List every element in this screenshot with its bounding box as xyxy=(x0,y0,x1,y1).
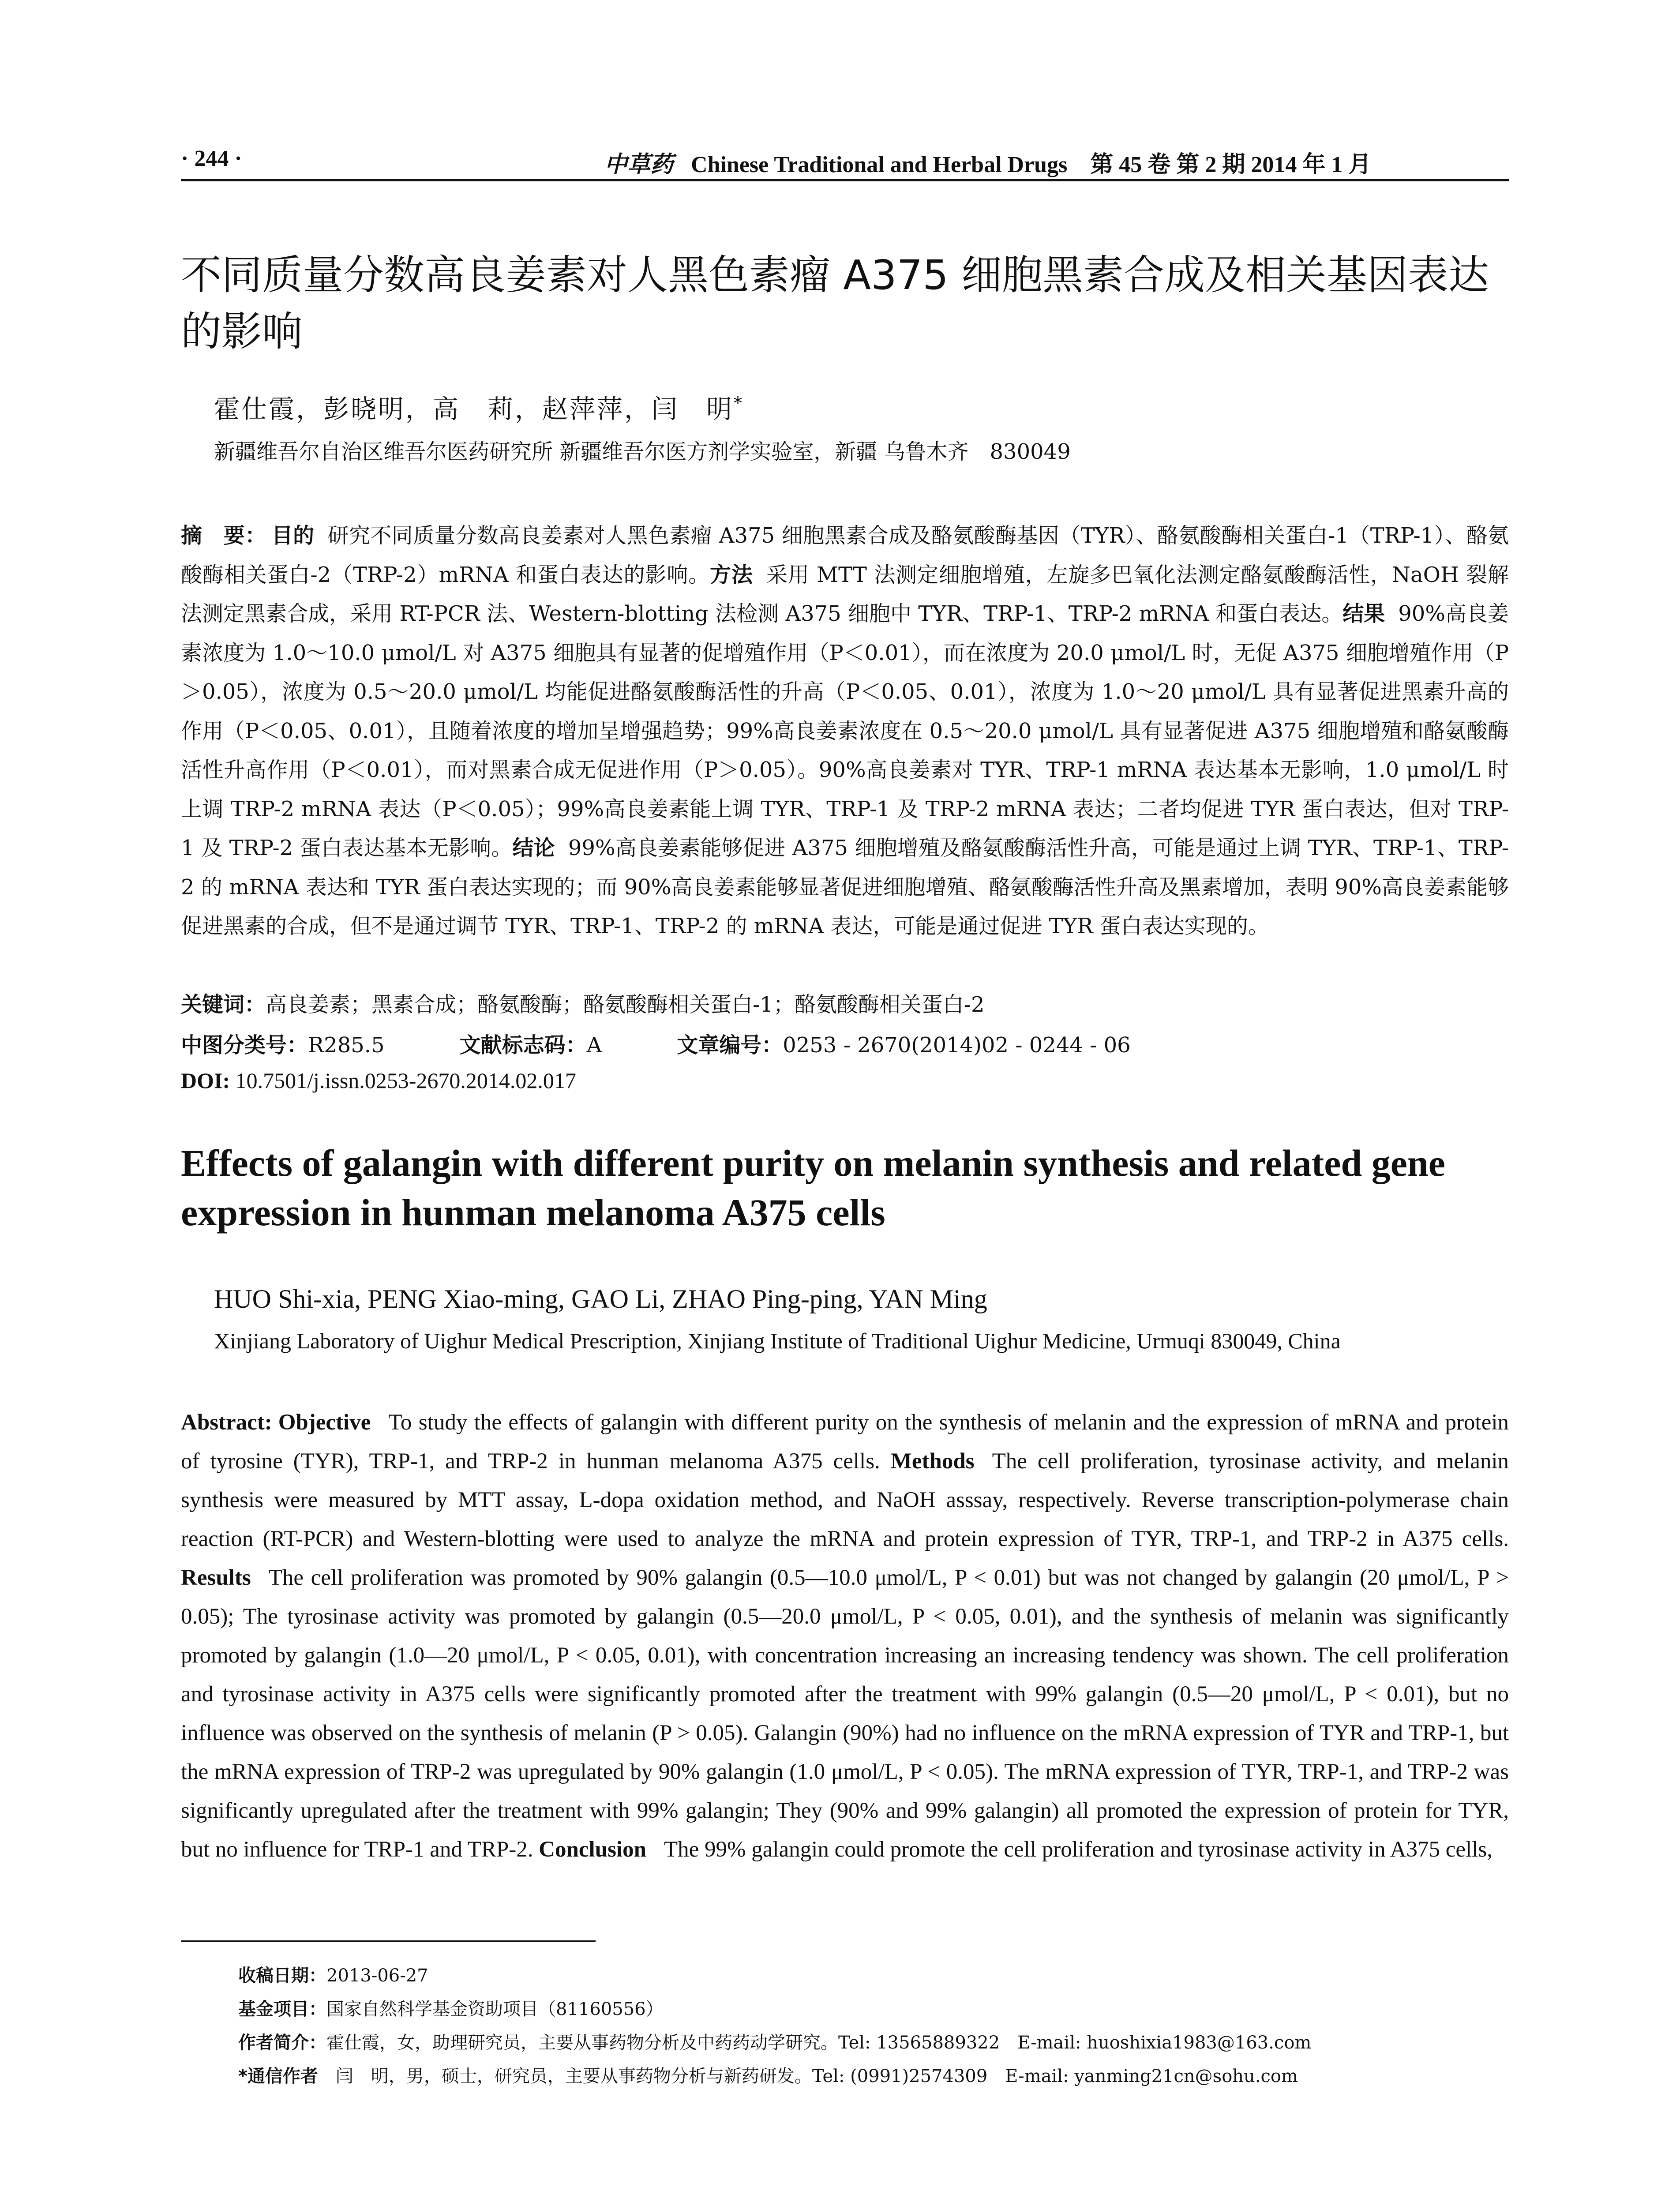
zh-results-label: 结果 xyxy=(1342,601,1385,626)
doi-value: 10.7501/j.issn.0253-2670.2014.02.017 xyxy=(235,1068,576,1093)
en-conclusion-text: The 99% galangin could promote the cell proliferation and tyrosinase activity in A375 cells, xyxy=(664,1837,1492,1862)
zh-conclusion-label: 结论 xyxy=(512,836,555,860)
zh-objective-label: 目的 xyxy=(271,523,315,548)
en-abstract xyxy=(181,1403,1509,1869)
zh-author-list: 霍仕霞，彭晓明，高 莉，赵萍萍，闫 明 xyxy=(214,394,734,424)
author-bio-value: 霍仕霞，女，助理研究员，主要从事药物分析及中药药动学研究。Tel: 13565889322 E-mail: huoshixia1983@163.com xyxy=(326,2033,1312,2053)
zh-keywords xyxy=(181,987,1509,1018)
zh-affiliation: 新疆维吾尔自治区维吾尔医药研究所 新疆维吾尔医方剂学实验室，新疆 乌鲁木齐 830049 xyxy=(214,439,1071,464)
en-methods-label: Methods xyxy=(890,1449,975,1474)
journal-line xyxy=(604,146,1371,179)
journal-en-name: Chinese Traditional and Herbal Drugs xyxy=(691,152,1068,177)
zh-abstract xyxy=(181,516,1509,946)
keywords-label: 关键词： xyxy=(181,992,266,1017)
corresponding-mark: * xyxy=(734,393,744,413)
footnote-fund xyxy=(238,1992,1518,2026)
doi-label: DOI: xyxy=(181,1068,230,1093)
doc-code-label: 文献标志码： xyxy=(459,1033,587,1058)
journal-issue: 第 45 卷 第 2 期 2014 年 1 月 xyxy=(1090,152,1372,177)
running-header xyxy=(181,141,1509,181)
zh-objective-text: 研究不同质量分数高良姜素对人黑色素瘤 A375 细胞黑素合成及酪氨酸酶基因（TYR）、酪氨酸酶相关蛋白-1（TRP-1）、酪氨酸酶相关蛋白-2（TRP-2）mRNA 和蛋白表达的影响。 xyxy=(181,523,1509,587)
footnotes xyxy=(238,1959,1518,2093)
author-bio-label: 作者简介： xyxy=(238,2033,326,2053)
footnote-received xyxy=(238,1959,1518,1992)
footnote-corresponding xyxy=(238,2060,1518,2093)
received-value: 2013-06-27 xyxy=(326,1966,428,1986)
corresponding-value: 闫 明，男，硕士，研究员，主要从事药物分析与新药研发。Tel: (0991)2574309 E-mail: yanming21cn@sohu.com xyxy=(335,2066,1298,2086)
en-abstract-label: Abstract: xyxy=(181,1410,272,1435)
zh-title: 不同质量分数高良姜素对人黑色素瘤 A375 细胞黑素合成及相关基因表达的影响 xyxy=(181,251,1489,355)
fund-label: 基金项目： xyxy=(238,1999,326,2019)
clc-value: R285.5 xyxy=(308,1033,385,1058)
zh-classification-row xyxy=(181,1028,1509,1058)
zh-conclusion-text: 99%高良姜素能够促进 A375 细胞增殖及酪氨酸酶活性升高，可能是通过上调 TYR、TRP-1、TRP-2 的 mRNA 表达和 TYR 蛋白表达实现的；而 90%高良姜素能够显著促进细胞增殖、酪氨酸酶活性升高及黑素增加，表明 90%高良姜素能够促进黑素的合成，但不是通过调节 TYR、TRP-1、TRP-2 的 mRNA 表达，可能是通过促进 TYR 蛋白表达实现的。 xyxy=(181,836,1509,938)
article-id-value: 0253 - 2670(2014)02 - 0244 - 06 xyxy=(783,1033,1131,1058)
doi-line xyxy=(181,1068,576,1093)
page-number: · 244 · xyxy=(181,146,242,171)
en-title: Effects of galangin with different purity on melanin synthesis and related gene expression in hunman melanoma A375 cells xyxy=(181,1142,1445,1234)
en-results-label: Results xyxy=(181,1565,251,1590)
received-label: 收稿日期： xyxy=(238,1966,326,1986)
zh-methods-label: 方法 xyxy=(710,562,753,587)
en-objective-text: To study the effects of galangin with different purity on the synthesis of melanin and the expression of mRNA and protein of tyrosine (TYR), TRP-1, and TRP-2 in hunman melanoma A375 cells. xyxy=(181,1410,1509,1474)
zh-results-text: 90%高良姜素浓度为 1.0～10.0 μmol/L 对 A375 细胞具有显著的促增殖作用（P＜0.01），而在浓度为 20.0 μmol/L 时，无促 A375 细胞增殖作用（P＞0.05），浓度为 0.5～20.0 μmol/L 均能促进酪氨酸酶活性的升高（P＜0.05、0.01），浓度为 1.0～20 μmol/L 具有显著促进黑素升高的作用（P＜0.05、0.01），且随着浓度的增加呈增强趋势；99%高良姜素浓度在 0.5～20.0 μmol/L 具有显著促进 A375 细胞增殖和酪氨酸酶活性升高作用（P＜0.01），而对黑素合成无促进作用（P＞0.05）。90%高良姜素对 TYR、TRP-1 mRNA 表达基本无影响，1.0 μmol/L 时上调 TRP-2 mRNA 表达（P＜0.05）；99%高良姜素能上调 TYR、TRP-1 及 TRP-2 mRNA 表达；二者均促进 TYR 蛋白表达，但对 TRP-1 及 TRP-2 蛋白表达基本无影响。 xyxy=(181,601,1509,860)
keywords-text: 高良姜素；黑素合成；酪氨酸酶；酪氨酸酶相关蛋白-1；酪氨酸酶相关蛋白-2 xyxy=(266,992,985,1017)
zh-methods-text: 采用 MTT 法测定细胞增殖，左旋多巴氧化法测定酪氨酸酶活性，NaOH 裂解法测定黑素合成，采用 RT-PCR 法、Western-blotting 法检测 A375 细胞中 TYR、TRP-1、TRP-2 mRNA 和蛋白表达。 xyxy=(181,562,1509,626)
corresponding-label: *通信作者 xyxy=(238,2066,318,2086)
footnote-author xyxy=(238,2026,1518,2060)
en-conclusion-label: Conclusion xyxy=(539,1837,646,1862)
article-id-label: 文章编号： xyxy=(677,1033,783,1058)
en-results-text: The cell proliferation was promoted by 90% galangin (0.5—10.0 μmol/L, P < 0.01) but was not changed by galangin (20 μmol/L, P > 0.05); The tyrosinase activity was promoted by galangin (0.5—20.0 μmol/L, P < 0.05, 0.01), and the synthesis of melanin was significantly promoted by galangin (1.0—20 μmol/L, P < 0.05, 0.01), with concentration increasing an increasing tendency was shown. The cell proliferation and tyrosinase activity in A375 cells were significantly promoted after the treatment with 99% galangin (0.5—20 μmol/L, P < 0.01), but no influence was observed on the synthesis of melanin (P > 0.05). Galangin (90%) had no influence on the mRNA expression of TYR and TRP-1, but the mRNA expression of TRP-2 was upregulated by 90% galangin (1.0 μmol/L, P < 0.05). The mRNA expression of TYR, TRP-1, and TRP-2 was significantly upregulated after the treatment with 99% galangin; They (90% and 99% galangin) all promoted the expression of protein for TYR, but no influence for TRP-1 and TRP-2. xyxy=(181,1565,1509,1862)
en-objective-label: Objective xyxy=(278,1410,371,1435)
footnote-divider xyxy=(181,1940,596,1942)
en-affiliation: Xinjiang Laboratory of Uighur Medical Prescription, Xinjiang Institute of Traditional Uighur Medicine, Urmuqi 830049, China xyxy=(214,1328,1341,1353)
fund-value: 国家自然科学基金资助项目（81160556） xyxy=(326,1999,664,2019)
en-methods-text: The cell proliferation, tyrosinase activity, and melanin synthesis were measured by MTT assay, L-dopa oxidation method, and NaOH asssay, respectively. Reverse transcription-polymerase chain reaction (RT-PCR) and Western-blotting were used to analyze the mRNA and protein expression of TYR, TRP-1, and TRP-2 in A375 cells. xyxy=(181,1449,1509,1551)
en-authors: HUO Shi-xia, PENG Xiao-ming, GAO Li, ZHAO Ping-ping, YAN Ming xyxy=(214,1284,987,1313)
journal-cn-logo: 中草药 xyxy=(604,151,674,178)
zh-authors xyxy=(214,388,744,425)
zh-abstract-label: 摘 要： xyxy=(181,523,266,548)
doc-code-value: A xyxy=(586,1033,602,1058)
clc-label: 中图分类号： xyxy=(181,1033,308,1058)
